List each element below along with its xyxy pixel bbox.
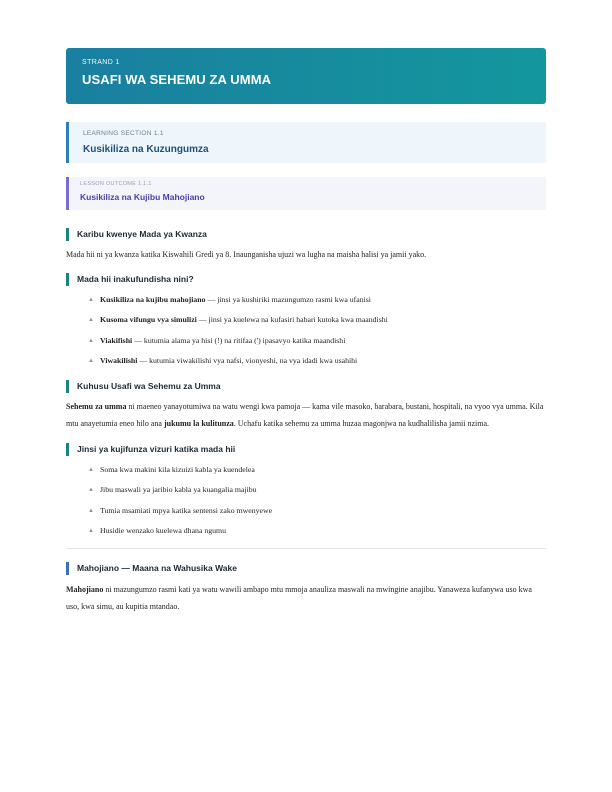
welcome-text: Mada hii ni ya kwanza katika Kiswahili Gredi ya 8. Inaunganisha ujuzi wa lugha na maisha halisi ya jamii yako. — [66, 250, 427, 259]
welcome-heading: Karibu kwenye Mada ya Kwanza — [66, 228, 546, 241]
teaches-list — [66, 290, 546, 372]
section-title: Kusikiliza na Kuzungumza — [83, 144, 209, 155]
howto-heading: Jinsi ya kujifunza vizuri katika mada hii — [66, 443, 546, 456]
strand-banner — [66, 48, 546, 104]
triangle-bullet-icon: ▲ — [88, 466, 94, 473]
strand-title: USAFI WA SEHEMU ZA UMMA — [82, 72, 272, 87]
howto-list — [66, 460, 546, 542]
strand-kicker: STRAND 1 — [82, 59, 120, 66]
about-text: Sehemu za umma ni maeneo yanayotumiwa na watu wengi kwa pamoja — kama vile masoko, barabara, bustani, hospitali, na vyoo vya umma. Kila mtu anayetumia eneo hilo ana jukumu la kulitunza. Uchafu katika sehemu za umma huzaa magonjwa na kudhalilisha jamii nzima. — [66, 401, 544, 428]
list-item: ▲ Soma kwa makini kila kizuizi kabla ya kuendelea — [88, 460, 546, 481]
triangle-bullet-icon: ▲ — [88, 317, 94, 323]
list-item: ▲ Viakifishi — kutumia alama ya hisi (!) na ritifaa (') ipasavyo katika maandishi — [88, 331, 546, 352]
outcome-title: Kusikiliza na Kujibu Mahojiano — [80, 192, 205, 202]
interview-heading: Mahojiano — Maana na Wahusika Wake — [66, 562, 546, 575]
triangle-bullet-icon: ▲ — [88, 358, 94, 364]
triangle-bullet-icon: ▲ — [88, 528, 94, 534]
list-item: ▲ Viwakilishi — kutumia viwakilishi vya nafsi, vionyeshi, na vya idadi kwa usahihi — [88, 351, 546, 372]
lesson-outcome-box — [66, 177, 546, 210]
triangle-bullet-icon: ▲ — [88, 487, 94, 493]
list-item: ▲ Jibu maswali ya jaribio kabla ya kuangalia majibu — [88, 480, 546, 501]
triangle-bullet-icon: ▲ — [88, 296, 94, 303]
list-item: ▲ Kusoma vifungu vya simulizi — jinsi ya kuelewa na kufasiri habari kutoka kwa maandishi — [88, 310, 546, 331]
list-item: ▲ Husidie wenzako kuelewa dhana ngumu — [88, 521, 546, 542]
triangle-bullet-icon: ▲ — [88, 507, 94, 514]
document-page — [66, 48, 546, 616]
list-item: ▲ Tumia msamiati mpya katika sentensi zako mwenyewe — [88, 501, 546, 522]
learning-section-box — [66, 122, 546, 163]
interview-text: Mahojiano ni mazungumzo rasmi kati ya watu wawili ambapo mtu mmoja anauliza maswali na mwingine anajibu. Yanaweza kufanywa uso kwa uso, kwa simu, au kupitia mtandao. — [66, 584, 532, 611]
section-divider — [66, 548, 546, 549]
teaches-heading: Mada hii inakufundisha nini? — [66, 273, 546, 286]
list-item: ▲ Kusikiliza na kujibu mahojiano — jinsi ya kushiriki mazungumzo rasmi kwa ufanisi — [88, 290, 546, 311]
section-kicker: LEARNING SECTION 1.1 — [83, 130, 164, 137]
about-heading: Kuhusu Usafi wa Sehemu za Umma — [66, 380, 546, 393]
triangle-bullet-icon: ▲ — [88, 337, 94, 344]
outcome-kicker: LESSON OUTCOME 1.1.1 — [80, 181, 152, 187]
